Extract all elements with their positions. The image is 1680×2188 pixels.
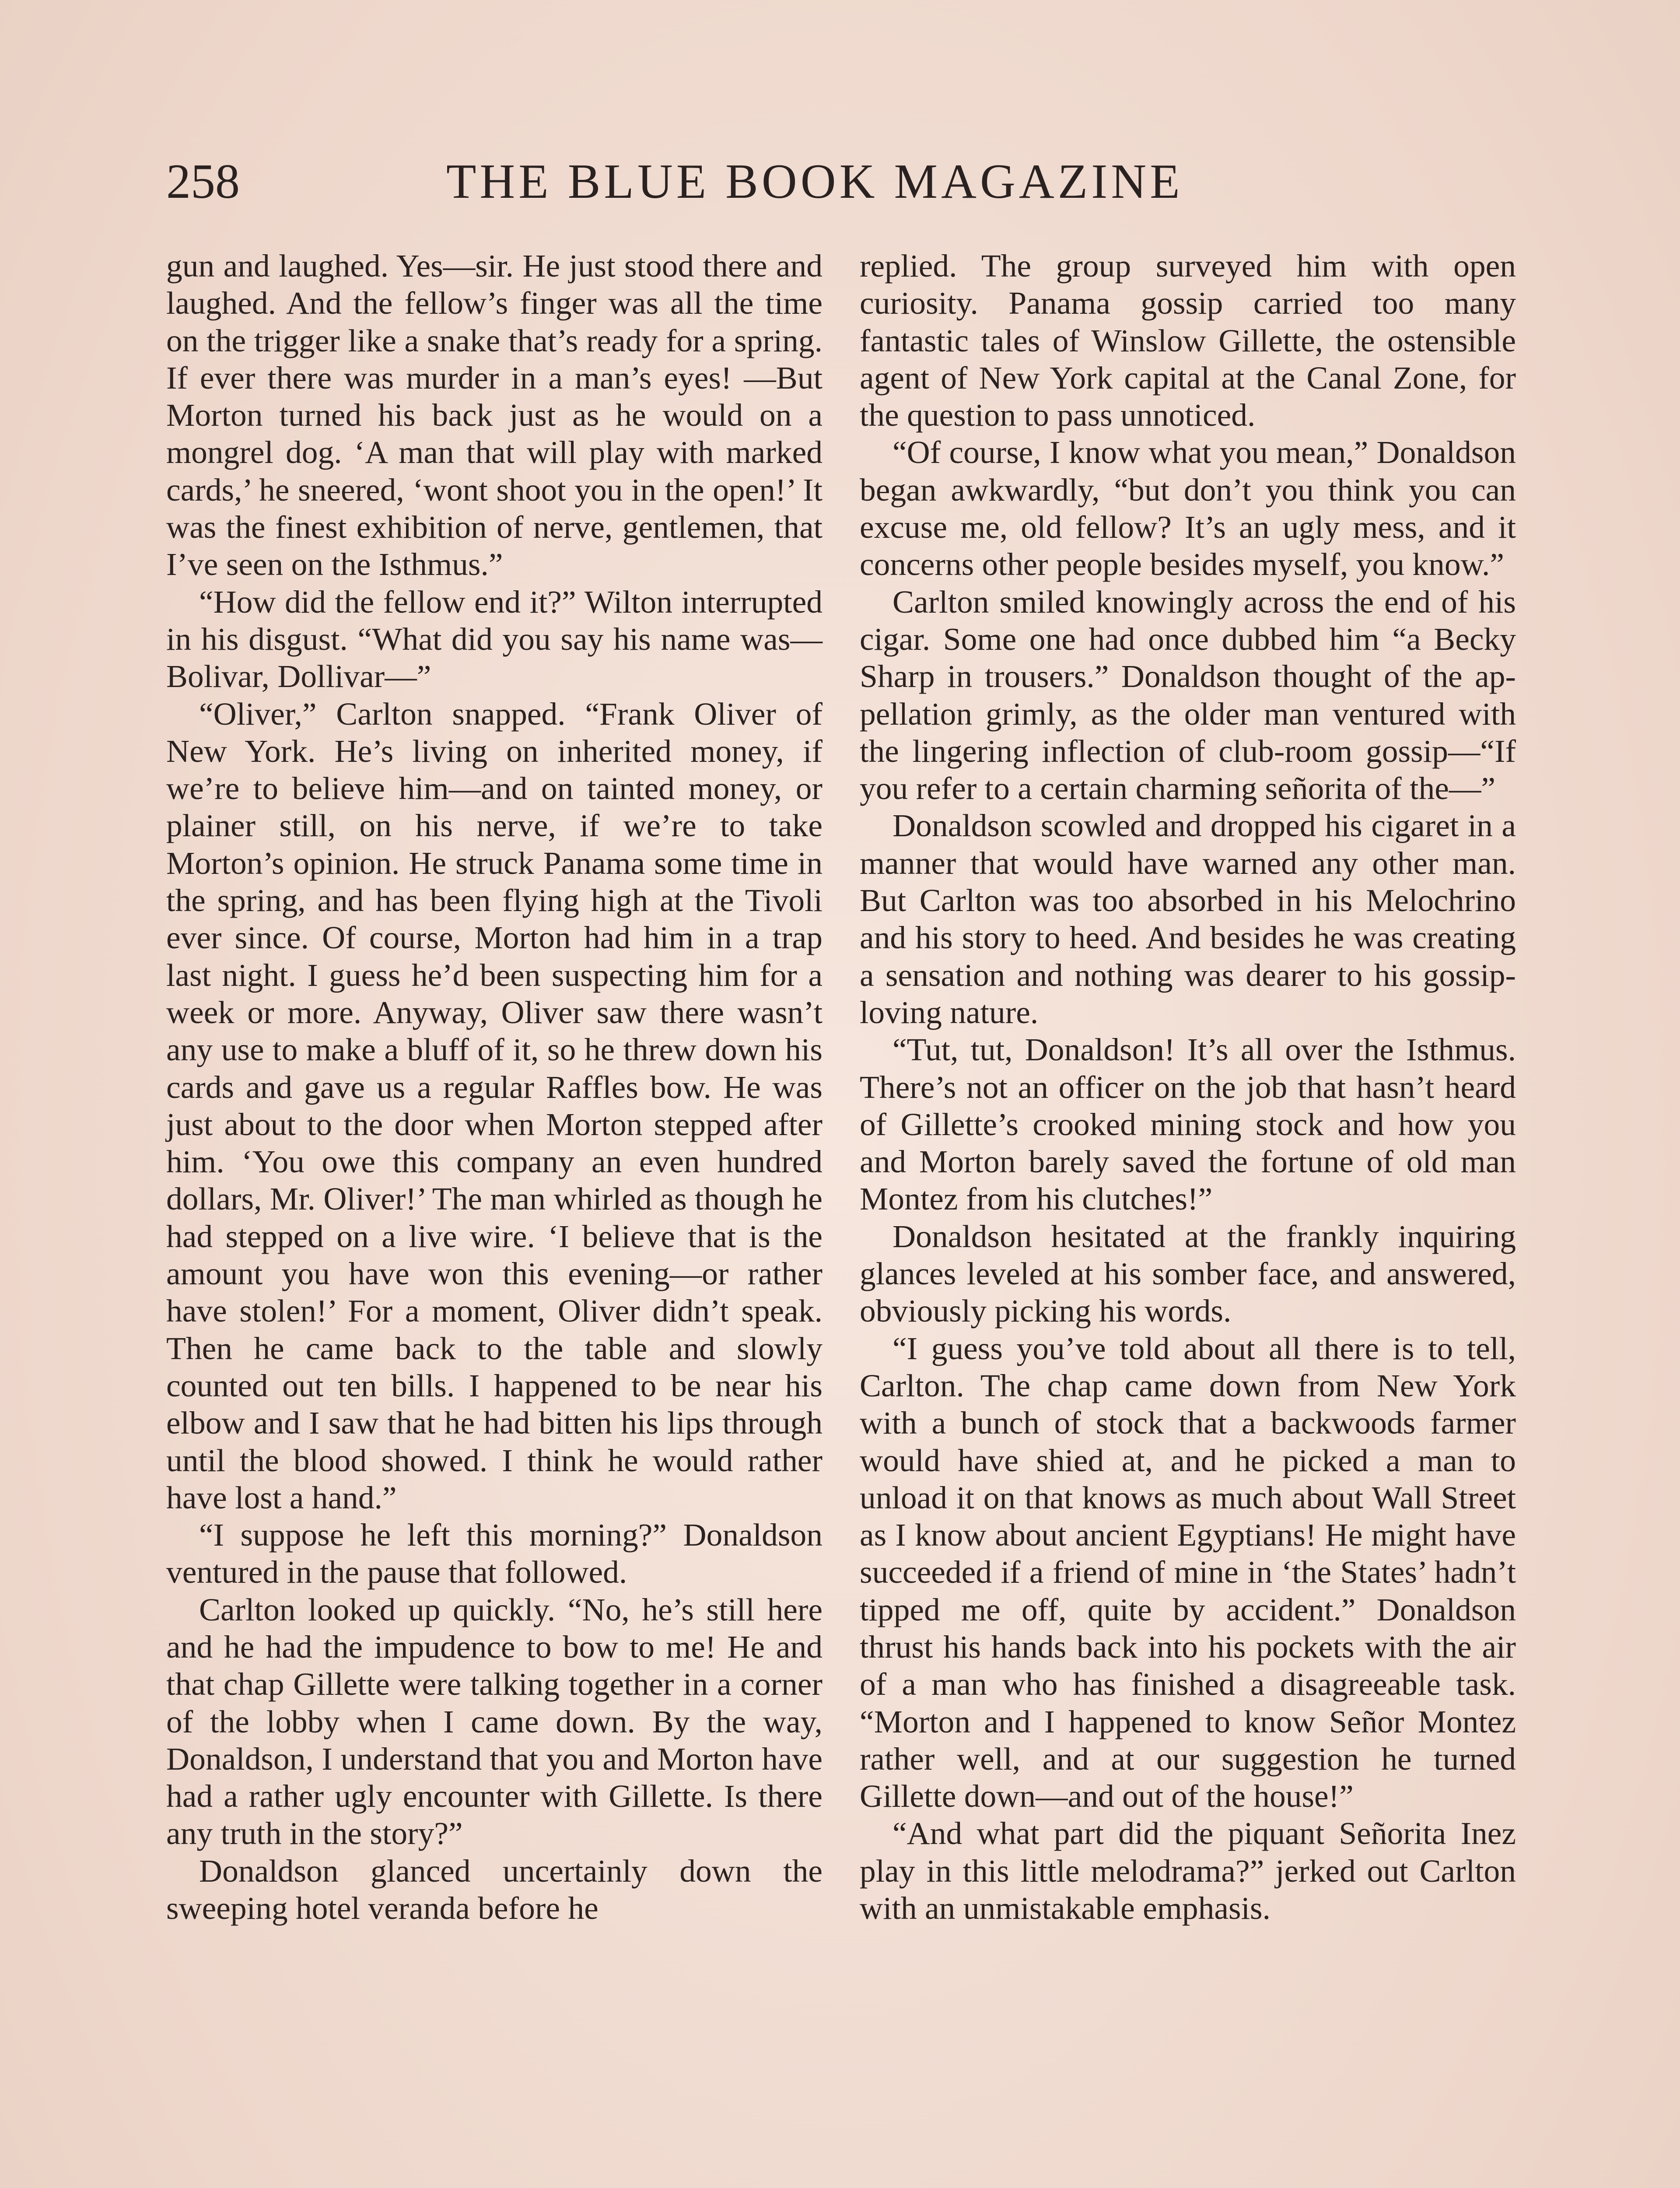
page-header xyxy=(166,149,1522,214)
paragraph: Carlton smiled knowingly across the end of his cigar. Some one had once dubbed him “a Becky Sharp in trousers.” Donaldson thought of the appellation grimly, as the older man ventured with the lingering inflection of club-room gossip—“If you refer to a certain charming señorita of the—” xyxy=(860,584,1516,806)
left-column xyxy=(166,247,822,1927)
paragraph: “Oliver,” Carlton snapped. “Frank Oliver of New York. He’s living on inherited money, if we’re to believe him—and on tainted money, or plainer still, on his nerve, if we’re to take Morton’s opinion. He struck Panama some time in the spring, and has been flying high at the Tivoli ever since. Of course, Morton had him in a trap last night. I guess he’d been suspecting him for a week or more. Anyway, Oliver saw there wasn’t any use to make a bluff of it, so he threw down his cards and gave us a regular Raffles bow. He was just about to the door when Morton stepped after him. ‘You owe this company an even hundred dollars, Mr. Oliver!’ The man whirled as though he had stepped on a live wire. ‘I believe that is the amount you have won this evening—or rather have stolen!’ For a moment, Oliver didn’t speak. Then he came back to the table and slowly counted out ten bills. I happened to be near his elbow and I saw that he had bitten his lips through until the blood showed. I think he would rather have lost a hand.” xyxy=(166,696,822,1515)
paragraph: gun and laughed. Yes—sir. He just stood there and laughed. And the fellow’s finger was all the time on the trigger like a snake that’s ready for a spring. If ever there was murder in a man’s eyes! —But Morton turned his back just as he would on a mongrel dog. ‘A man that will play with marked cards,’ he sneered, ‘wont shoot you in the open!’ It was the finest exhibition of nerve, gentlemen, that I’ve seen on the Isthmus.” xyxy=(166,248,822,582)
paragraph: “I suppose he left this morning?” Donaldson ventured in the pause that followed. xyxy=(166,1517,822,1590)
paragraph: Donaldson glanced uncertainly down the sweeping hotel veranda before he xyxy=(166,1853,822,1926)
paragraph: Donaldson scowled and dropped his cigaret in a manner that would have warned any other man. But Carlton was too absorbed in his Melochrino and his story to heed. And besides he was creating a sensation and nothing was dearer to his gossip-loving nature. xyxy=(860,808,1516,1030)
paragraph: Carlton looked up quickly. “No, he’s still here and he had the impudence to bow to me! He and that chap Gillette were talking together in a corner of the lobby when I came down. By the way, Donaldson, I understand that you and Morton have had a rather ugly encounter with Gillette. Is there any truth in the story?” xyxy=(166,1592,822,1851)
paragraph: replied. The group surveyed him with open curiosity. Panama gossip carried too many fantastic tales of Winslow Gillette, the ostensible agent of New York capital at the Canal Zone, for the question to pass unnoticed. xyxy=(860,248,1516,433)
paragraph: “And what part did the piquant Señorita Inez play in this little melodrama?” jerked out Carlton with an unmistakable emphasis. xyxy=(860,1816,1516,1926)
running-title: THE BLUE BOOK MAGAZINE xyxy=(446,154,1183,209)
paragraph: “Tut, tut, Donaldson! It’s all over the Isthmus. There’s not an officer on the job that hasn’t heard of Gillette’s crooked mining stock and how you and Morton barely saved the fortune of old man Montez from his clutches!” xyxy=(860,1032,1516,1217)
paragraph: “How did the fellow end it?” Wilton interrupted in his disgust. “What did you say his name was—Bolivar, Dollivar—” xyxy=(166,584,822,694)
paragraph: “Of course, I know what you mean,” Donaldson began awkwardly, “but don’t you think you can excuse me, old fellow? It’s an ugly mess, and it concerns other people besides myself, you know.” xyxy=(860,435,1516,582)
paragraph: Donaldson hesitated at the frankly inquiring glances leveled at his somber face, and answered, obviously picking his words. xyxy=(860,1218,1516,1329)
paragraph: “I guess you’ve told about all there is to tell, Carlton. The chap came down from New York with a bunch of stock that a backwoods farmer would have shied at, and he picked a man to unload it on that knows as much about Wall Street as I know about ancient Egyptians! He might have succeeded if a friend of mine in ‘the States’ hadn’t tipped me off, quite by accident.” Donaldson thrust his hands back into his pockets with the air of a man who has finished a disagreeable task. “Morton and I happened to know Señor Montez rather well, and at our suggestion he turned Gillette down—and out of the house!” xyxy=(860,1330,1516,1814)
right-column xyxy=(860,247,1516,1927)
page-number: 258 xyxy=(166,154,240,209)
